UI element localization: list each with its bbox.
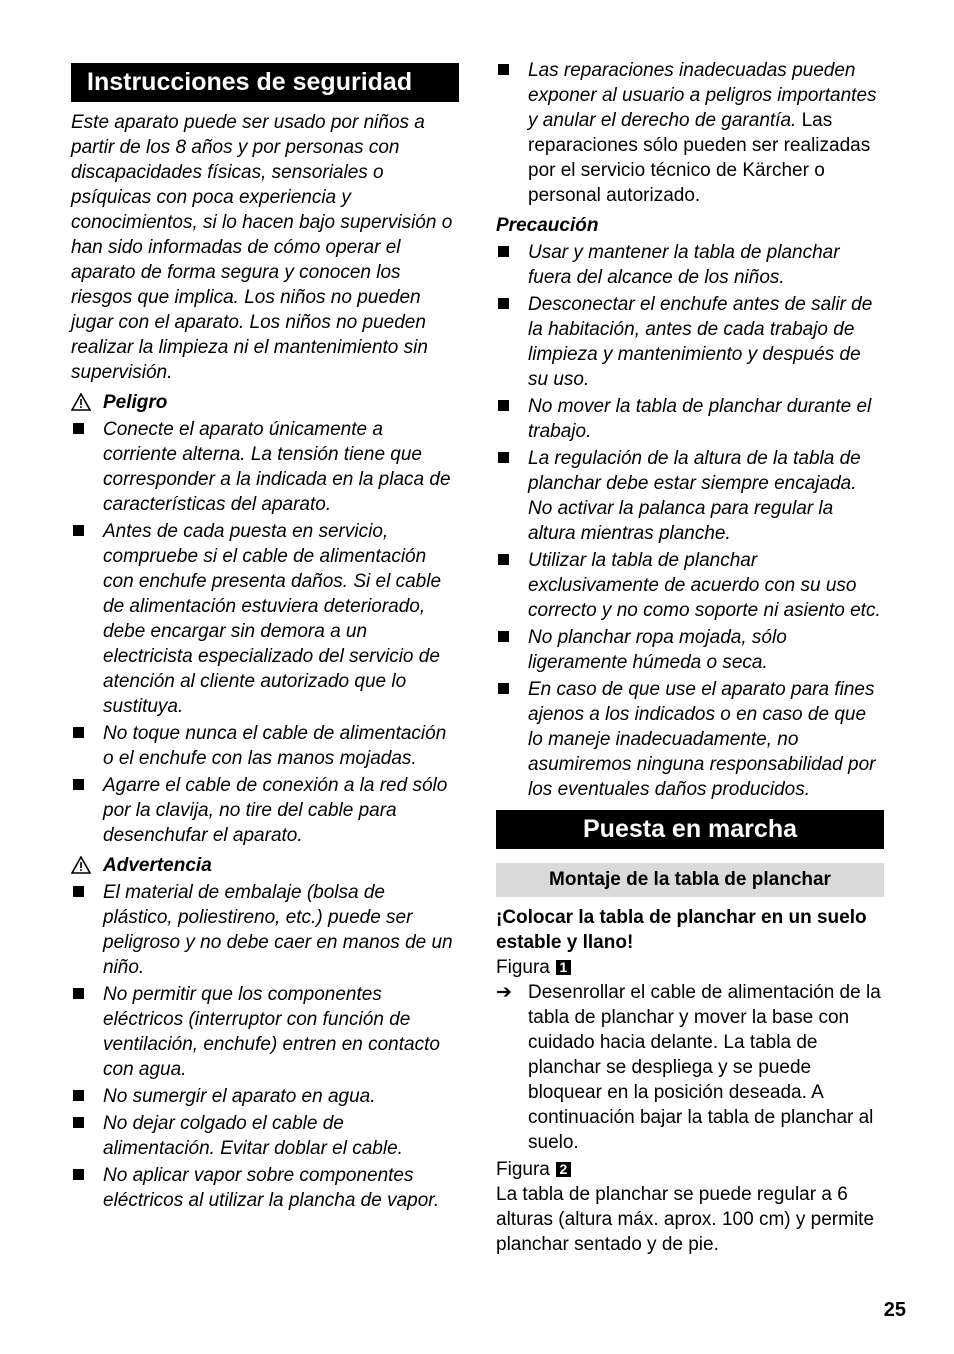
list-item-text: El material de embalaje (bolsa de plástico, poliestireno, etc.) puede ser peligroso y no debe caer en manos de un niño. — [103, 882, 453, 978]
list-item-text: No sumergir el aparato en agua. — [103, 1086, 376, 1107]
bullet-square-icon — [73, 525, 84, 536]
list-item — [71, 982, 459, 1082]
list-item-text: Conecte el aparato únicamente a corriente alterna. La tensión tiene que corresponder a la indicada en la placa de características del aparato. — [103, 419, 451, 515]
list-item-text: Antes de cada puesta en servicio, compruebe si el cable de alimentación con enchufe presenta daños. Si el cable de alimentación estuviera deteriorado, debe encargar sin demora a un electricista especializado del servicio de atención al cliente autorizado que lo sustituya. — [103, 521, 442, 717]
bullet-square-icon — [498, 554, 509, 565]
bullet-square-icon — [498, 400, 509, 411]
list-item — [71, 1084, 459, 1109]
right-column — [496, 58, 884, 1257]
section-heading-startup: Puesta en marcha — [496, 810, 884, 849]
bold-note: ¡Colocar la tabla de planchar en un suelo estable y llano! — [496, 907, 867, 953]
warning-triangle-icon — [71, 393, 91, 411]
bullet-square-icon — [498, 246, 509, 257]
figure-number-badge: 2 — [556, 1162, 571, 1177]
warning-list — [71, 880, 459, 1213]
left-column — [71, 63, 459, 1213]
step-text: Desenrollar el cable de alimentación de la tabla de planchar y mover la base con cuidado hacia delante. La tabla de planchar se despliega y se puede bloquear en la posición deseada. A continuación bajar la tabla de planchar al suelo. — [528, 982, 881, 1153]
page-number: 25 — [883, 1299, 906, 1321]
list-item — [496, 548, 884, 623]
list-item — [71, 1163, 459, 1213]
figure-number-badge: 1 — [556, 960, 571, 975]
section-heading-safety: Instrucciones de seguridad — [71, 63, 459, 102]
bullet-square-icon — [73, 886, 84, 897]
subsection-heading-assembly: Montaje de la tabla de planchar — [496, 863, 884, 897]
list-item-text: No aplicar vapor sobre componentes eléctricos al utilizar la plancha de vapor. — [103, 1165, 440, 1211]
list-item — [71, 519, 459, 719]
list-item-text: Agarre el cable de conexión a la red sólo por la clavija, no tire del cable para desenchufar el aparato. — [103, 775, 448, 846]
list-item-text: No dejar colgado el cable de alimentación. Evitar doblar el cable. — [103, 1113, 403, 1159]
intro-paragraph: Este aparato puede ser usado por niños a partir de los 8 años y por personas con discapacidades físicas, sensoriales o psíquicas con poca experiencia y conocimientos, si lo hacen bajo supervisión o han sido informadas de cómo operar el aparato de forma segura y conocen los riesgos que implica. Los niños no pueden jugar con el aparato. Los niños no pueden realizar la limpieza ni el mantenimiento sin supervisión. — [71, 112, 453, 383]
list-item — [71, 880, 459, 980]
figure-reference-1 — [496, 955, 884, 980]
list-item — [71, 417, 459, 517]
danger-label: Peligro — [103, 392, 168, 413]
arrow-right-icon: ➔ — [496, 982, 512, 1003]
list-item-repair — [496, 58, 884, 208]
warning-label: Advertencia — [103, 855, 212, 876]
repair-italic-text: Las reparaciones inadecuadas pueden exponer al usuario a peligros importantes y anular el derecho de garantía. — [528, 60, 877, 131]
step-item — [496, 980, 884, 1155]
list-item-text: En caso de que use el aparato para fines ajenos a los indicados o en caso de que lo maneje inadecuadamente, no asumiremos ninguna responsabilidad por los eventuales daños producidos. — [528, 679, 876, 800]
list-item — [71, 773, 459, 848]
bullet-square-icon — [498, 298, 509, 309]
list-item — [496, 677, 884, 802]
final-paragraph: La tabla de planchar se puede regular a 6 alturas (altura máx. aprox. 100 cm) y permite planchar sentado y de pie. — [496, 1184, 875, 1255]
list-item — [496, 240, 884, 290]
bullet-square-icon — [498, 452, 509, 463]
danger-heading — [71, 390, 459, 415]
list-item — [496, 446, 884, 546]
bullet-square-icon — [498, 683, 509, 694]
bullet-square-icon — [498, 64, 509, 75]
list-item-text: Desconectar el enchufe antes de salir de la habitación, antes de cada trabajo de limpieza y mantenimiento y después de su uso. — [528, 294, 873, 390]
figure-label: Figura — [496, 1159, 550, 1180]
bullet-square-icon — [498, 631, 509, 642]
list-item-text: Usar y mantener la tabla de planchar fuera del alcance de los niños. — [528, 242, 840, 288]
caution-label: Precaución — [496, 215, 599, 236]
list-item-text: No planchar ropa mojada, sólo ligeramente húmeda o seca. — [528, 627, 787, 673]
list-item-text: No mover la tabla de planchar durante el trabajo. — [528, 396, 872, 442]
list-item — [496, 292, 884, 392]
list-item — [496, 625, 884, 675]
list-item — [496, 394, 884, 444]
figure-reference-2 — [496, 1157, 884, 1182]
bullet-square-icon — [73, 1090, 84, 1101]
repair-normal-text: Las reparaciones sólo pueden ser realizadas por el servicio técnico de Kärcher o personal autorizado. — [528, 110, 871, 206]
bullet-square-icon — [73, 1169, 84, 1180]
caution-list — [496, 240, 884, 802]
warning-triangle-icon — [71, 856, 91, 874]
bullet-square-icon — [73, 988, 84, 999]
bullet-square-icon — [73, 779, 84, 790]
bullet-square-icon — [73, 1117, 84, 1128]
list-item-text: La regulación de la altura de la tabla de planchar debe estar siempre encajada. No activar la palanca para regular la altura mientras planche. — [528, 448, 861, 544]
figure-label: Figura — [496, 957, 550, 978]
warning-heading — [71, 853, 459, 878]
danger-list — [71, 417, 459, 848]
bullet-square-icon — [73, 727, 84, 738]
bullet-square-icon — [73, 423, 84, 434]
list-item-text: No toque nunca el cable de alimentación o el enchufe con las manos mojadas. — [103, 723, 447, 769]
list-item — [71, 1111, 459, 1161]
list-item-text: No permitir que los componentes eléctricos (interruptor con función de ventilación, enchufe) entren en contacto con agua. — [103, 984, 440, 1080]
list-item-text: Utilizar la tabla de planchar exclusivamente de acuerdo con su uso correcto y no como soporte ni asiento etc. — [528, 550, 881, 621]
list-item — [71, 721, 459, 771]
